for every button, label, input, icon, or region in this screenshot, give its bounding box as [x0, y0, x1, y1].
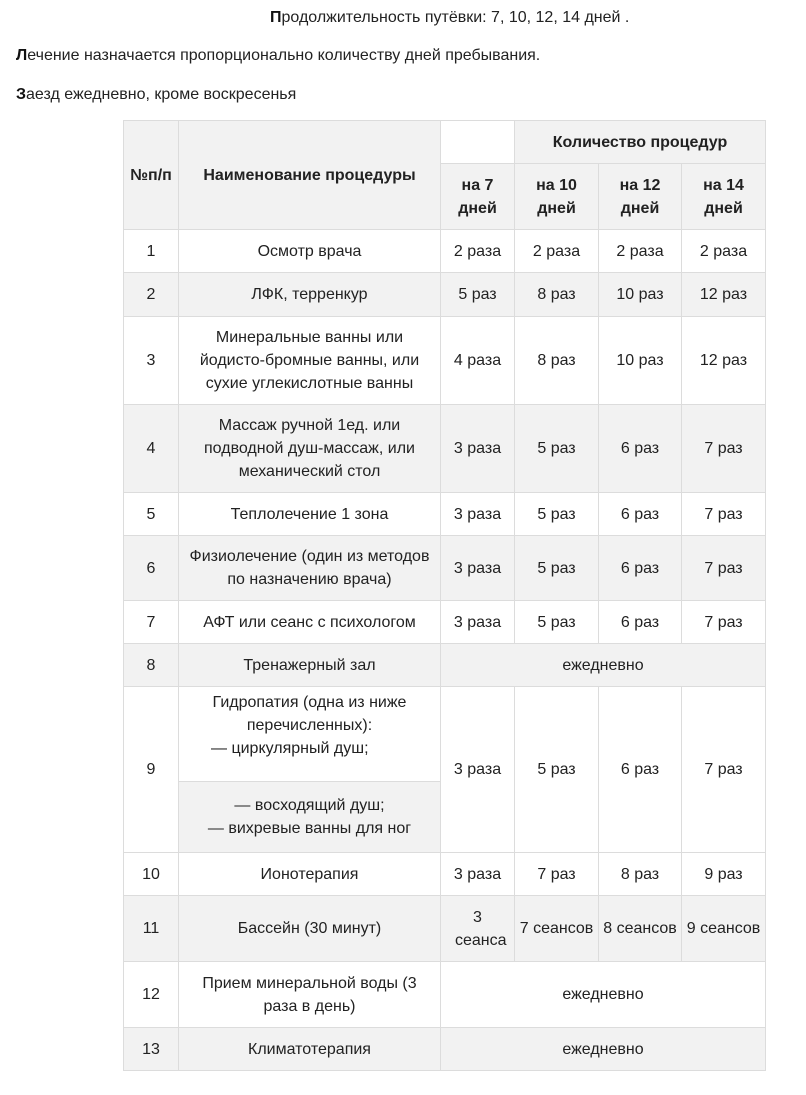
- count-10: 7 раз: [515, 853, 599, 896]
- count-14: 7 раз: [682, 601, 766, 644]
- count-7: 3 раза: [441, 687, 515, 853]
- count-7: 2 раза: [441, 230, 515, 273]
- procedures-table: [123, 120, 766, 1071]
- procedure-name: АФТ или сеанс с психологом: [179, 601, 441, 644]
- procedure-name-continued: [179, 782, 441, 853]
- row-number: 2: [124, 273, 179, 317]
- table-row: [124, 962, 766, 1028]
- row-number: 11: [124, 896, 179, 962]
- procedure-name: ЛФК, терренкур: [179, 273, 441, 317]
- procedure-name: [179, 687, 441, 782]
- intro-duration: Продолжительность путёвки: 7, 10, 12, 14 дней .: [270, 9, 630, 26]
- row-number: 7: [124, 601, 179, 644]
- table-row: [124, 896, 766, 962]
- count-10: 8 раз: [515, 317, 599, 405]
- procedure-name: Осмотр врача: [179, 230, 441, 273]
- table-row: [124, 853, 766, 896]
- table-row: [124, 536, 766, 601]
- procedure-name: Бассейн (30 минут): [179, 896, 441, 962]
- count-7: 3 раза: [441, 405, 515, 493]
- header-days-12: на 12 дней: [599, 164, 682, 230]
- count-10: 5 раз: [515, 493, 599, 536]
- header-days-7: на 7 дней: [441, 164, 515, 230]
- row-number: 8: [124, 644, 179, 687]
- procedure-name-part: — восходящий душ;: [234, 797, 385, 814]
- count-14: 9 сеансов: [682, 896, 766, 962]
- count-14: 7 раз: [682, 687, 766, 853]
- row-number: 4: [124, 405, 179, 493]
- count-7: 5 раз: [441, 273, 515, 317]
- row-number: 12: [124, 962, 179, 1028]
- table-row: [124, 601, 766, 644]
- count-10: 5 раз: [515, 536, 599, 601]
- procedure-name-part: — вихревые ванны для ног: [207, 820, 412, 837]
- count-daily: ежедневно: [441, 962, 766, 1028]
- count-12: 2 раза: [599, 230, 682, 273]
- table-row: [124, 273, 766, 317]
- count-14: 12 раз: [682, 317, 766, 405]
- procedure-name: Массаж ручной 1ед. или подводной душ-массаж, или механический стол: [179, 405, 441, 493]
- procedure-name: Минеральные ванны или йодисто-бромные ванны, или сухие углекислотные ванны: [179, 317, 441, 405]
- count-10: 5 раз: [515, 687, 599, 853]
- count-14: 7 раз: [682, 536, 766, 601]
- count-7: 4 раза: [441, 317, 515, 405]
- procedure-name-part: Гидропатия (одна из ниже перечисленных):: [212, 694, 407, 734]
- table-row: [124, 405, 766, 493]
- count-10: 8 раз: [515, 273, 599, 317]
- count-12: 6 раз: [599, 687, 682, 853]
- count-7: 3 раза: [441, 493, 515, 536]
- count-14: 2 раза: [682, 230, 766, 273]
- count-10: 5 раз: [515, 601, 599, 644]
- procedure-name: Ионотерапия: [179, 853, 441, 896]
- row-number: 9: [124, 687, 179, 853]
- table-row: [124, 1028, 766, 1071]
- row-number: 10: [124, 853, 179, 896]
- header-procedure-count: Количество процедур: [515, 121, 766, 164]
- count-14: 7 раз: [682, 405, 766, 493]
- count-12: 8 раз: [599, 853, 682, 896]
- count-12: 10 раз: [599, 317, 682, 405]
- count-7: 3 раза: [441, 601, 515, 644]
- count-12: 6 раз: [599, 405, 682, 493]
- row-number: 13: [124, 1028, 179, 1071]
- count-12: 6 раз: [599, 536, 682, 601]
- count-14: 9 раз: [682, 853, 766, 896]
- count-10: 7 сеансов: [515, 896, 599, 962]
- procedure-name: Теплолечение 1 зона: [179, 493, 441, 536]
- row-number: 5: [124, 493, 179, 536]
- table-row: [124, 317, 766, 405]
- header-number: №п/п: [124, 121, 179, 230]
- count-12: 6 раз: [599, 493, 682, 536]
- count-12: 10 раз: [599, 273, 682, 317]
- row-number: 6: [124, 536, 179, 601]
- header-procedure-name: Наименование процедуры: [179, 121, 441, 230]
- count-14: 12 раз: [682, 273, 766, 317]
- count-7: 3 сеанса: [441, 896, 515, 962]
- count-10: 5 раз: [515, 405, 599, 493]
- table-row: [124, 644, 766, 687]
- count-7: 3 раза: [441, 853, 515, 896]
- count-daily: ежедневно: [441, 1028, 766, 1071]
- row-number: 3: [124, 317, 179, 405]
- row-number: 1: [124, 230, 179, 273]
- procedure-name: Физиолечение (один из методов по назначению врача): [179, 536, 441, 601]
- count-12: 6 раз: [599, 601, 682, 644]
- intro-treatment: Лечение назначается пропорционально количеству дней пребывания.: [16, 47, 541, 64]
- intro-arrival: Заезд ежедневно, кроме воскресенья: [16, 86, 297, 103]
- count-daily: ежедневно: [441, 644, 766, 687]
- procedure-name: Тренажерный зал: [179, 644, 441, 687]
- procedure-name-part: — циркулярный душ;: [211, 740, 369, 757]
- header-days-10: на 10 дней: [515, 164, 599, 230]
- count-7: 3 раза: [441, 536, 515, 601]
- procedure-name: Прием минеральной воды (3 раза в день): [179, 962, 441, 1028]
- table-row: [124, 230, 766, 273]
- procedure-name: Климатотерапия: [179, 1028, 441, 1071]
- header-days-14: на 14 дней: [682, 164, 766, 230]
- table-row: [124, 687, 766, 782]
- table-row: [124, 493, 766, 536]
- count-10: 2 раза: [515, 230, 599, 273]
- count-14: 7 раз: [682, 493, 766, 536]
- count-12: 8 сеансов: [599, 896, 682, 962]
